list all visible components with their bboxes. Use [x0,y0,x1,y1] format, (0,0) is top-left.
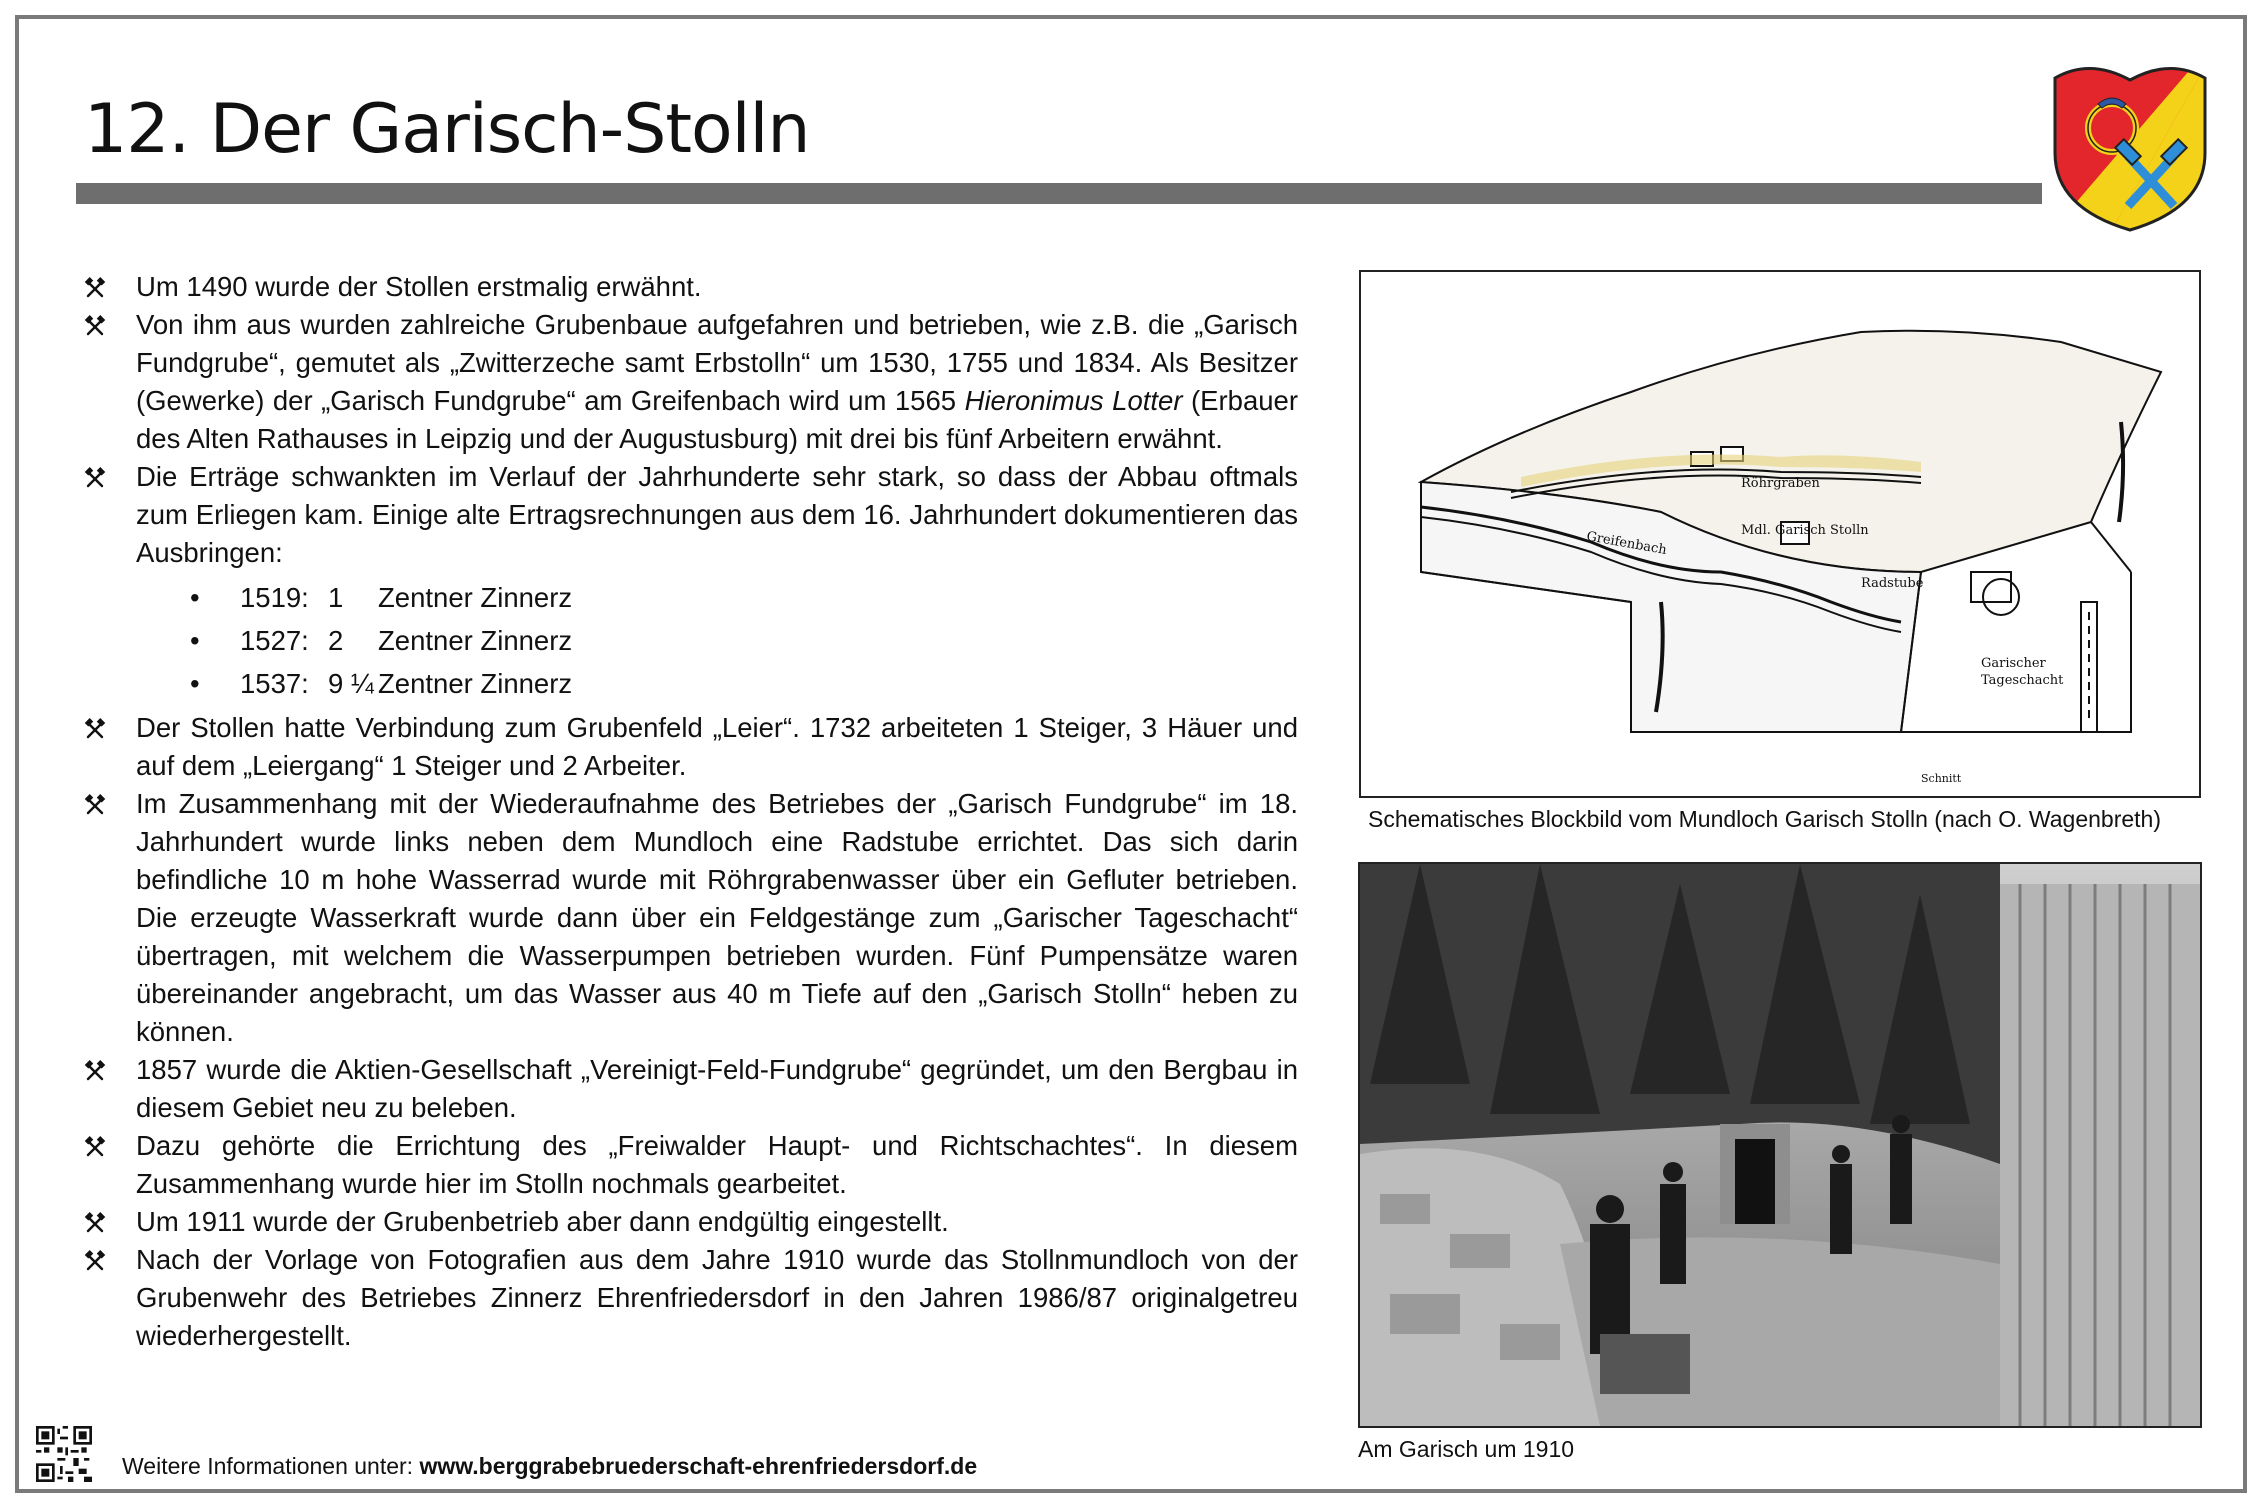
bullet-text: 1857 wurde die Aktien-Gesellschaft „Vereinigt-Feld-Fundgrube“ gegründet, um den Bergbau in diesem Gebiet neu zu beleben. [136,1054,1298,1123]
bullet-text: Von ihm aus wurden zahlreiche Grubenbaue aufgefahren und betrieben, wie z.B. die „Garisch Fundgrube“, gemutet als „Zwitterzeche samt Erbstolln“ um 1530, 1755 und 1834. Als Besitzer (Gewerke) der „Garisch Fundgrube“ am Greifenbach wird um 1565 [136,309,1298,416]
hammer-pick-icon [84,1060,106,1082]
main-text [84,268,1298,1355]
list-item [84,709,1298,785]
list-item [84,268,1298,306]
hammer-pick-icon [84,718,106,740]
sub-bullet: • [190,668,200,699]
bullet-text: Im Zusammenhang mit der Wiederaufnahme des Betriebes der „Garisch Fundgrube“ im 18. Jahrhundert wurde links neben dem Mundloch eine Radstube errichtet. Das sich darin befindliche 10 m hohe Wasserrad wurde mit Röhrgrabenwasser über ein Gefluter betrieben. Die erzeugte Wasserkraft wurde dann über ein Feldgestänge zum „Garischer Tageschacht“ übertragen, mit welchem die Wasserpumpen betrieben wurden. Fünf Pumpensätze waren übereinander angebracht, um das Wasser aus 40 m Tiefe auf den „Garisch Stolln“ heben zu können. [136,788,1298,1047]
yield-qty: 9 ¼ [328,668,374,699]
bullet-text: Die Erträge schwankten im Verlauf der Jahrhunderte sehr stark, so dass der Abbau oftmals zum Erliegen kam. Einige alte Ertragsrechnungen aus dem 16. Jahrhundert dokumentieren das Ausbringen: [136,461,1298,568]
hammer-pick-icon [84,1212,106,1234]
hammer-pick-icon [84,277,106,299]
yield-year: 1537: [240,668,309,699]
qr-code-icon[interactable] [36,1426,92,1482]
hammer-pick-icon [84,794,106,816]
title-underline-bar [76,183,2042,204]
yield-year: 1519: [240,582,309,613]
label-mundloch: Mdl. Garisch Stolln [1741,523,1869,538]
label-tageschacht-2: Tageschacht [1981,673,2064,688]
bullet-text: Um 1911 wurde der Grubenbetrieb aber dann endgültig eingestellt. [136,1206,949,1237]
list-item [84,1051,1298,1127]
list-item [84,1241,1298,1355]
footer-label: Weitere Informationen unter: [122,1453,420,1479]
person-name: Hieronimus Lotter [964,385,1183,416]
block-diagram-drawing [1361,272,2199,796]
historic-photo-drawing [1360,864,2200,1426]
sub-bullet: • [190,625,200,656]
yield-qty: 1 [328,582,344,613]
bullet-text: Der Stollen hatte Verbindung zum Grubenfeld „Leier“. 1732 arbeiteten 1 Steiger, 3 Häuer und auf dem „Leiergang“ 1 Steiger und 2 Arbeiter. [136,712,1298,781]
list-item [84,785,1298,1051]
yield-item [84,576,1298,619]
block-diagram-figure [1359,270,2201,798]
bullet-text: Dazu gehörte die Errichtung des „Freiwalder Haupt- und Richtschachtes“. In diesem Zusammenhang wurde hier im Stolln nochmals gearbeitet. [136,1130,1298,1199]
coat-of-arms-icon [2050,58,2210,233]
hammer-pick-icon [84,467,106,489]
label-radstube: Radstube [1861,576,1924,591]
list-item [84,458,1298,572]
footer [122,1453,977,1480]
yield-unit: Zentner Zinnerz [378,668,573,699]
yield-list [84,576,1298,705]
list-item [84,1127,1298,1203]
bullet-text: Nach der Vorlage von Fotografien aus dem Jahre 1910 wurde das Stollnmundloch von der Grubenwehr des Betriebes Zinnerz Ehrenfriedersdorf in den Jahren 1986/87 originalgetreu wiederhergestellt. [136,1244,1298,1351]
list-item [84,306,1298,458]
yield-unit: Zentner Zinnerz [378,582,573,613]
yield-qty: 2 [328,625,344,656]
hammer-pick-icon [84,315,106,337]
bullet-list [84,268,1298,572]
label-roehrgraben: Röhrgraben [1741,476,1820,491]
bullet-list [84,709,1298,1355]
yield-item [84,619,1298,662]
yield-year: 1527: [240,625,309,656]
sub-bullet: • [190,582,200,613]
hammer-pick-icon [84,1136,106,1158]
figure1-caption: Schematisches Blockbild vom Mundloch Garisch Stolln (nach O. Wagenbreth) [1368,806,2161,832]
label-tageschacht-1: Garischer [1981,656,2046,671]
bullet-text: (Erbauer des Alten Rathauses in Leipzig und der Augustusburg) mit drei bis fünf Arbeitern erwähnt. [136,385,1298,454]
label-schnitt: Schnitt [1921,772,1962,785]
yield-item [84,662,1298,705]
list-item [84,1203,1298,1241]
label-greifenbach: Greifenbach [1585,529,1668,559]
page-title: 12. Der Garisch-Stolln [84,90,810,169]
historic-photo [1358,862,2202,1428]
bullet-text: Um 1490 wurde der Stollen erstmalig erwähnt. [136,271,702,302]
figure2-caption: Am Garisch um 1910 [1358,1436,1575,1462]
hammer-pick-icon [84,1250,106,1272]
footer-website-link[interactable]: www.berggrabebruederschaft-ehrenfriedersdorf.de [419,1453,978,1479]
yield-unit: Zentner Zinnerz [378,625,573,656]
